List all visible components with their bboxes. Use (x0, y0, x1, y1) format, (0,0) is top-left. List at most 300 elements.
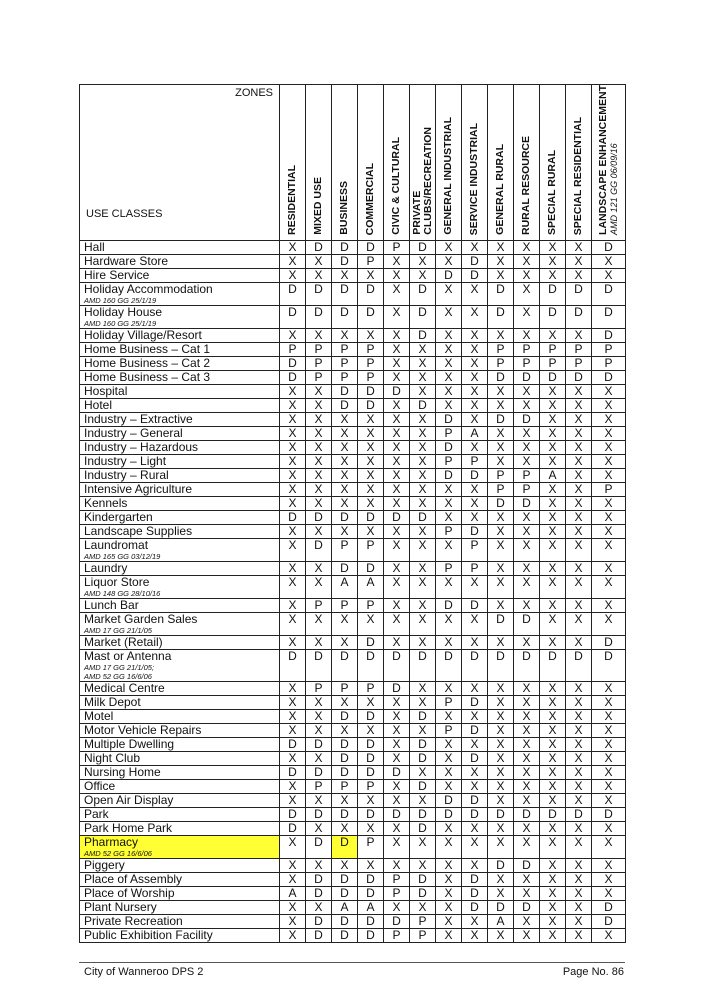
permissibility-cell: X (488, 454, 514, 468)
zone-name: BUSINESS (338, 181, 350, 235)
permissibility-cell: X (462, 914, 488, 928)
permissibility-cell: X (592, 268, 626, 282)
permissibility-cell: X (592, 524, 626, 538)
permissibility-cell: D (514, 858, 540, 872)
permissibility-cell: X (384, 370, 410, 384)
zone-name: CIVIC & CULTURAL (390, 137, 402, 235)
permissibility-cell: D (540, 370, 566, 384)
permissibility-cell: D (436, 649, 462, 681)
permissibility-cell: D (462, 254, 488, 268)
permissibility-cell: X (384, 723, 410, 737)
permissibility-cell: X (488, 928, 514, 942)
use-class-cell (80, 254, 280, 268)
permissibility-cell: X (462, 821, 488, 835)
permissibility-cell: D (306, 914, 332, 928)
permissibility-cell: X (540, 681, 566, 695)
permissibility-cell: X (332, 858, 358, 872)
permissibility-cell: X (306, 440, 332, 454)
permissibility-cell: X (332, 328, 358, 342)
permissibility-cell: D (332, 872, 358, 886)
permissibility-cell: D (514, 807, 540, 821)
permissibility-cell: X (280, 872, 306, 886)
permissibility-cell: P (358, 779, 384, 793)
permissibility-cell: X (592, 835, 626, 858)
permissibility-cell: X (592, 779, 626, 793)
permissibility-cell: D (462, 723, 488, 737)
permissibility-cell: X (592, 821, 626, 835)
table-row (80, 612, 626, 635)
zone-header (410, 85, 436, 241)
permissibility-cell: X (514, 914, 540, 928)
permissibility-cell: P (306, 342, 332, 356)
permissibility-cell: X (332, 612, 358, 635)
permissibility-cell: D (462, 695, 488, 709)
permissibility-cell: X (280, 328, 306, 342)
permissibility-cell: X (280, 482, 306, 496)
permissibility-cell: X (514, 695, 540, 709)
permissibility-cell: X (592, 561, 626, 575)
permissibility-cell: D (410, 282, 436, 305)
permissibility-cell: X (384, 709, 410, 723)
permissibility-cell: D (462, 900, 488, 914)
permissibility-cell: X (566, 328, 592, 342)
permissibility-cell: P (462, 454, 488, 468)
permissibility-cell: X (436, 356, 462, 370)
permissibility-cell: X (384, 858, 410, 872)
permissibility-cell: X (358, 821, 384, 835)
permissibility-cell: D (436, 440, 462, 454)
use-class-cell (80, 412, 280, 426)
permissibility-cell: D (332, 240, 358, 254)
permissibility-cell: X (410, 342, 436, 356)
permissibility-cell: X (306, 858, 332, 872)
permissibility-cell: P (566, 356, 592, 370)
zone-header (514, 85, 540, 241)
permissibility-cell: X (592, 793, 626, 807)
permissibility-cell: X (280, 524, 306, 538)
table-row (80, 872, 626, 886)
use-class-cell (80, 649, 280, 681)
permissibility-cell: X (514, 737, 540, 751)
permissibility-cell: X (436, 779, 462, 793)
permissibility-cell: D (332, 928, 358, 942)
use-class-cell (80, 496, 280, 510)
zone-name: MIXED USE (312, 177, 324, 235)
permissibility-cell: X (488, 426, 514, 440)
permissibility-cell: X (566, 835, 592, 858)
permissibility-cell: X (514, 723, 540, 737)
permissibility-cell: X (514, 779, 540, 793)
permissibility-cell: D (462, 886, 488, 900)
permissibility-cell: X (488, 681, 514, 695)
permissibility-cell: X (306, 900, 332, 914)
permissibility-cell: X (488, 886, 514, 900)
permissibility-cell: X (410, 482, 436, 496)
permissibility-cell: X (306, 524, 332, 538)
use-class-cell (80, 612, 280, 635)
permissibility-cell: X (514, 426, 540, 440)
use-class-cell (80, 914, 280, 928)
use-class-cell (80, 835, 280, 858)
permissibility-cell: X (514, 793, 540, 807)
permissibility-cell: D (592, 305, 626, 328)
permissibility-cell: P (358, 681, 384, 695)
permissibility-cell: X (384, 440, 410, 454)
permissibility-cell: D (488, 612, 514, 635)
permissibility-cell: X (436, 765, 462, 779)
permissibility-cell: D (306, 765, 332, 779)
use-class-cell (80, 426, 280, 440)
permissibility-cell: X (514, 751, 540, 765)
permissibility-cell: D (410, 737, 436, 751)
permissibility-cell: P (384, 928, 410, 942)
permissibility-cell: X (306, 723, 332, 737)
use-class-cell (80, 575, 280, 598)
amendment-note: AMD 148 GG 28/10/16 (84, 588, 161, 598)
permissibility-cell: X (514, 384, 540, 398)
zone-header (384, 85, 410, 241)
use-class-name: Industry – Light (84, 453, 167, 468)
zone-header-label (443, 117, 454, 235)
permissibility-cell: D (358, 709, 384, 723)
permissibility-cell: X (384, 635, 410, 649)
permissibility-cell: P (592, 482, 626, 496)
permissibility-cell: P (462, 538, 488, 561)
permissibility-cell: X (358, 496, 384, 510)
use-class-name: Home Business – Cat 1 (84, 341, 211, 356)
permissibility-cell: D (410, 709, 436, 723)
permissibility-cell: X (436, 681, 462, 695)
zone-header (540, 85, 566, 241)
permissibility-cell: X (280, 268, 306, 282)
permissibility-cell: X (592, 598, 626, 612)
permissibility-cell: X (514, 254, 540, 268)
zone-header (566, 85, 592, 241)
use-class-cell (80, 821, 280, 835)
permissibility-cell: X (384, 695, 410, 709)
permissibility-cell: D (306, 928, 332, 942)
permissibility-cell: X (410, 454, 436, 468)
use-class-cell (80, 440, 280, 454)
use-class-cell (80, 398, 280, 412)
use-class-name: Industry – General (84, 425, 183, 440)
use-class-cell (80, 928, 280, 942)
permissibility-cell: X (566, 765, 592, 779)
zone-header-label (495, 144, 506, 235)
use-class-name: Lunch Bar (84, 597, 139, 612)
permissibility-cell: X (410, 900, 436, 914)
permissibility-cell: X (462, 765, 488, 779)
permissibility-cell: D (358, 635, 384, 649)
permissibility-cell: X (462, 681, 488, 695)
permissibility-cell: A (358, 900, 384, 914)
zone-header-label (547, 150, 558, 235)
permissibility-cell: D (514, 496, 540, 510)
permissibility-cell: X (306, 426, 332, 440)
zone-header-label (365, 163, 376, 235)
permissibility-cell: X (488, 765, 514, 779)
permissibility-cell: X (280, 779, 306, 793)
permissibility-cell: D (306, 240, 332, 254)
permissibility-cell: X (436, 384, 462, 398)
permissibility-cell: X (566, 779, 592, 793)
permissibility-cell: P (592, 356, 626, 370)
zone-header (306, 85, 332, 241)
use-class-name: Private Recreation (84, 913, 183, 928)
permissibility-cell: D (410, 510, 436, 524)
permissibility-cell: P (384, 240, 410, 254)
permissibility-cell: X (358, 858, 384, 872)
permissibility-cell: D (436, 468, 462, 482)
use-class-cell (80, 886, 280, 900)
permissibility-cell: D (410, 886, 436, 900)
permissibility-cell: X (540, 695, 566, 709)
table-row (80, 482, 626, 496)
permissibility-cell: X (280, 751, 306, 765)
use-class-name: Holiday Village/Resort (84, 327, 202, 342)
permissibility-cell: D (410, 779, 436, 793)
permissibility-cell: D (566, 282, 592, 305)
zone-name-line2: CLUBS/RECREATION (421, 127, 434, 235)
use-class-cell (80, 240, 280, 254)
amendment-note: AMD 165 GG 03/12/19 (84, 551, 161, 561)
permissibility-cell: D (280, 356, 306, 370)
permissibility-cell: D (514, 900, 540, 914)
use-class-name: Motel (84, 708, 114, 723)
permissibility-cell: P (488, 482, 514, 496)
permissibility-cell: X (566, 709, 592, 723)
permissibility-cell: X (410, 254, 436, 268)
permissibility-cell: X (514, 821, 540, 835)
permissibility-cell: X (592, 575, 626, 598)
permissibility-cell: D (306, 835, 332, 858)
permissibility-cell: D (540, 649, 566, 681)
use-class-cell (80, 468, 280, 482)
permissibility-cell: X (436, 510, 462, 524)
permissibility-cell: X (540, 454, 566, 468)
permissibility-cell: X (462, 282, 488, 305)
permissibility-cell: D (280, 807, 306, 821)
permissibility-cell: X (566, 635, 592, 649)
permissibility-cell: X (566, 482, 592, 496)
permissibility-cell: X (332, 412, 358, 426)
permissibility-cell: D (488, 649, 514, 681)
permissibility-cell: X (462, 412, 488, 426)
table-row (80, 835, 626, 858)
use-class-cell (80, 538, 280, 561)
permissibility-cell: X (410, 723, 436, 737)
permissibility-cell: D (488, 858, 514, 872)
permissibility-cell: D (462, 807, 488, 821)
permissibility-cell: X (384, 835, 410, 858)
use-class-name: Liquor Store (84, 574, 150, 589)
permissibility-cell: X (358, 412, 384, 426)
permissibility-cell: D (306, 305, 332, 328)
table-row (80, 765, 626, 779)
permissibility-cell: D (462, 268, 488, 282)
table-row (80, 538, 626, 561)
permissibility-cell: X (436, 612, 462, 635)
permissibility-cell: X (436, 914, 462, 928)
permissibility-cell: D (332, 384, 358, 398)
use-class-cell (80, 384, 280, 398)
use-class-name: Night Club (84, 750, 141, 765)
permissibility-cell: X (384, 305, 410, 328)
permissibility-cell: D (566, 649, 592, 681)
permissibility-cell: D (306, 872, 332, 886)
permissibility-cell: X (410, 681, 436, 695)
permissibility-cell: P (306, 356, 332, 370)
permissibility-cell: X (540, 496, 566, 510)
permissibility-cell: X (332, 793, 358, 807)
permissibility-cell: X (488, 872, 514, 886)
permissibility-cell: X (410, 835, 436, 858)
permissibility-cell: X (592, 254, 626, 268)
use-class-name: Holiday Accommodation (84, 281, 213, 296)
permissibility-cell: X (592, 872, 626, 886)
permissibility-cell: X (410, 695, 436, 709)
zone-header (358, 85, 384, 241)
use-class-cell (80, 793, 280, 807)
use-class-name: Industry – Rural (84, 467, 169, 482)
permissibility-cell: X (540, 412, 566, 426)
permissibility-cell: X (462, 510, 488, 524)
permissibility-cell: X (358, 612, 384, 635)
permissibility-cell: X (280, 835, 306, 858)
permissibility-cell: X (540, 858, 566, 872)
permissibility-cell: X (384, 282, 410, 305)
use-class-name: Plant Nursery (84, 899, 157, 914)
permissibility-cell: X (384, 598, 410, 612)
permissibility-cell: X (332, 482, 358, 496)
permissibility-cell: A (462, 426, 488, 440)
permissibility-cell: X (384, 454, 410, 468)
permissibility-cell: X (514, 928, 540, 942)
permissibility-cell: X (436, 538, 462, 561)
permissibility-cell: X (358, 426, 384, 440)
permissibility-cell: D (384, 384, 410, 398)
permissibility-cell: D (358, 872, 384, 886)
table-row (80, 426, 626, 440)
amendment-note: AMD 160 GG 25/1/19 (84, 295, 157, 305)
use-class-cell (80, 751, 280, 765)
use-class-name: Milk Depot (84, 694, 141, 709)
permissibility-cell: X (540, 723, 566, 737)
permissibility-cell: X (540, 426, 566, 440)
permissibility-cell: D (358, 649, 384, 681)
permissibility-cell: X (384, 575, 410, 598)
permissibility-cell: X (488, 695, 514, 709)
permissibility-cell: P (358, 835, 384, 858)
permissibility-cell: X (540, 835, 566, 858)
table-row (80, 649, 626, 681)
permissibility-cell: X (592, 928, 626, 942)
table-row (80, 635, 626, 649)
table-row (80, 254, 626, 268)
use-class-cell (80, 723, 280, 737)
permissibility-cell: X (280, 384, 306, 398)
permissibility-cell: X (436, 575, 462, 598)
permissibility-cell: X (280, 454, 306, 468)
permissibility-cell: X (514, 872, 540, 886)
permissibility-cell: D (332, 751, 358, 765)
permissibility-cell: D (540, 282, 566, 305)
permissibility-cell: X (488, 737, 514, 751)
permissibility-cell: X (566, 737, 592, 751)
permissibility-cell: X (306, 468, 332, 482)
permissibility-cell: X (410, 612, 436, 635)
permissibility-cell: X (462, 709, 488, 723)
permissibility-cell: X (592, 695, 626, 709)
table-row (80, 412, 626, 426)
permissibility-cell: X (306, 496, 332, 510)
permissibility-cell: D (540, 807, 566, 821)
permissibility-cell: X (566, 575, 592, 598)
permissibility-cell: X (332, 524, 358, 538)
permissibility-cell: X (358, 482, 384, 496)
permissibility-cell: D (436, 793, 462, 807)
permissibility-cell: P (358, 538, 384, 561)
table-row (80, 240, 626, 254)
permissibility-cell: P (384, 886, 410, 900)
zone-name: SPECIAL RESIDENTIAL (572, 116, 584, 235)
permissibility-cell: X (358, 328, 384, 342)
permissibility-cell: X (592, 398, 626, 412)
permissibility-cell: X (514, 268, 540, 282)
permissibility-cell: X (514, 282, 540, 305)
permissibility-cell: D (410, 872, 436, 886)
permissibility-cell: D (332, 835, 358, 858)
permissibility-cell: X (358, 793, 384, 807)
permissibility-cell: D (358, 751, 384, 765)
table-row (80, 268, 626, 282)
zone-header (592, 85, 626, 241)
permissibility-cell: X (306, 328, 332, 342)
permissibility-cell: D (306, 886, 332, 900)
permissibility-cell: X (462, 370, 488, 384)
permissibility-cell: X (566, 524, 592, 538)
permissibility-cell: X (410, 635, 436, 649)
table-row (80, 454, 626, 468)
table-row (80, 598, 626, 612)
permissibility-cell: X (540, 398, 566, 412)
use-class-cell (80, 482, 280, 496)
use-class-cell (80, 370, 280, 384)
permissibility-cell: X (540, 524, 566, 538)
table-header-row (80, 85, 626, 241)
table-row (80, 681, 626, 695)
permissibility-cell: D (514, 612, 540, 635)
permissibility-cell: X (462, 575, 488, 598)
permissibility-cell: X (358, 454, 384, 468)
permissibility-cell: X (566, 384, 592, 398)
permissibility-cell: X (592, 681, 626, 695)
zone-name: LANDSCAPE ENHANCEMENT (596, 85, 609, 235)
permissibility-cell: X (280, 635, 306, 649)
permissibility-cell: X (306, 482, 332, 496)
table-row (80, 305, 626, 328)
zoning-table (79, 84, 626, 943)
table-row (80, 356, 626, 370)
permissibility-cell: P (358, 370, 384, 384)
table-row (80, 821, 626, 835)
permissibility-cell: X (514, 575, 540, 598)
permissibility-cell: X (436, 821, 462, 835)
permissibility-cell: D (280, 737, 306, 751)
use-class-name: Hospital (84, 383, 128, 398)
permissibility-cell: D (488, 412, 514, 426)
permissibility-cell: D (332, 709, 358, 723)
